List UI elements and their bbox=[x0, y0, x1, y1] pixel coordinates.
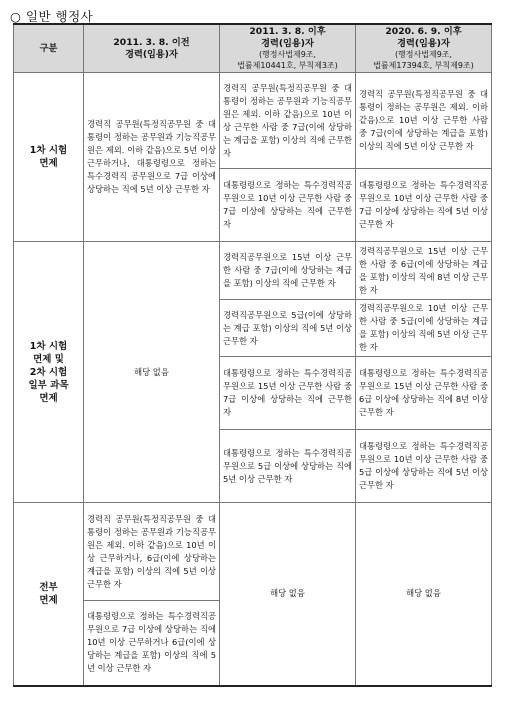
cell-r3b-before2011: 대통령령으로 정하는 특수경력직공무원으로 7급 이상에 상당하는 직에 10년 이상 근무하거나 6급(이에 상당하는 계급을 포함) 이상의 직에 5년 이상 근무한 자 bbox=[84, 601, 220, 686]
cell-r1a-after2011: 경력직 공무원(특정직공무원 중 대통령이 정하는 공무원과 기능직공무원은 제외. 이하 같음)으로 10년 이상 근무한 사람 중 7급(이에 상당하는 계급을 포함) 이상의 직에 근무한 자 bbox=[220, 73, 356, 169]
row-full-exempt-head bbox=[14, 503, 84, 686]
cell-r1-before2011: 경력직 공무원(특정직공무원 중 대통령이 정하는 공무원과 기능직공무원은 제외. 이하 같음)으로 5년 이상 근무하거나, 대통령령으로 정하는 특수경력직 공무원으로 7급 이상에 상당하는 직에 5년 이상 근무한 자 bbox=[84, 73, 220, 242]
section-heading: ○ 일반 행정사 bbox=[10, 9, 94, 24]
row-partial-exempt-head bbox=[14, 242, 84, 503]
cell-r2a-after2020: 경력직공무원으로 15년 이상 근무한 사람 중 6급(이에 상당하는 계급을 포함) 이상의 직에 8년 이상 근무한 자 bbox=[356, 242, 492, 300]
cell-r1b-after2020: 대통령령으로 정하는 특수경력직공무원으로 10년 이상 근무한 사람 중 7급 이상에 상당하는 직에 5년 이상 근무한 자 bbox=[356, 169, 492, 242]
cell-r2b-after2020: 경력직공무원으로 10년 이상 근무한 사람 중 5급(이에 상당하는 계급을 포함) 이상의 직에 5년 이상 근무한 자 bbox=[356, 300, 492, 357]
cell-r2a-after2011: 경력직공무원으로 15년 이상 근무한 사람 중 7급(이에 상당하는 계급을 포함) 이상의 직에 근무한 자 bbox=[220, 242, 356, 300]
cell-r1a-after2020: 경력직 공무원(특정직공무원 중 대통령이 정하는 공무원은 제외. 이하 같음)으로 10년 이상 근무한 사람 중 7급(이에 상당하는 계급을 포함) 이상의 직에 5년 이상 근무한 자 bbox=[356, 73, 492, 169]
cell-r3-after2020: 해당 없음 bbox=[356, 503, 492, 686]
header-category-text: 구분 bbox=[39, 42, 58, 54]
header-after-2011-sub: (행정사법제9조, 법률제10441호, 부칙제3조) bbox=[237, 50, 338, 70]
header-after-2011-main: 2011. 3. 8. 이후 경력(임용)자 bbox=[249, 26, 326, 49]
cell-r2-before2011: 해당 없음 bbox=[84, 242, 220, 503]
header-after-2020 bbox=[356, 24, 492, 73]
header-after-2020-sub: (행정사법제9조, 법률제17394호, 부칙제9조) bbox=[373, 50, 474, 70]
cell-r2c-after2011: 대통령령으로 정하는 특수경력직공무원으로 15년 이상 근무한 사람 중 7급 이상에 상당하는 직에 근무한 자 bbox=[220, 357, 356, 430]
cell-r2d-after2011: 대통령령으로 정하는 특수경력직공무원으로 5급 이상에 상당하는 직에 5년 이상 근무한 자 bbox=[220, 430, 356, 503]
row-first-exam-exempt-head bbox=[14, 73, 84, 242]
exemption-table bbox=[13, 23, 492, 687]
cell-r2c-after2020: 대통령령으로 정하는 특수경력직공무원으로 15년 이상 근무한 사람 중 6급 이상에 상당하는 직에 8년 이상 근무한 자 bbox=[356, 357, 492, 430]
row-head-text: 전부 면제 bbox=[39, 581, 58, 606]
cell-r1b-after2011: 대통령령으로 정하는 특수경력직공무원으로 10년 이상 근무한 사람 중 7급 이상에 상당하는 직에 근무한 자 bbox=[220, 169, 356, 242]
cell-r3a-before2011: 경력직 공무원(특정직공무원 중 대통령이 정하는 공무원과 기능직공무원은 제외. 이하 같음)으로 10년 이상 근무하거나, 6급(이에 상당하는 계급을 포함) 이상의 직에 5년 이상 근무한 자 bbox=[84, 503, 220, 601]
header-category bbox=[14, 24, 84, 73]
cell-r3-after2011: 해당 없음 bbox=[220, 503, 356, 686]
header-after-2020-main: 2020. 6. 9. 이후 경력(임용)자 bbox=[385, 26, 462, 49]
header-before-2011 bbox=[84, 24, 220, 73]
cell-r2d-after2020: 대통령령으로 정하는 특수경력직공무원으로 10년 이상 근무한 사람 중 5급 이상에 상당하는 직에 5년 이상 근무한 자 bbox=[356, 430, 492, 503]
header-after-2011 bbox=[220, 24, 356, 73]
row-head-text: 1차 시험 면제 bbox=[29, 145, 68, 169]
cell-r2b-after2011: 경력직공무원으로 5급(이에 상당하는 계급 포함) 이상의 직에 5년 이상 근무한 자 bbox=[220, 300, 356, 357]
row-head-text: 1차 시험 면제 및 2차 시험 일부 과목 면제 bbox=[28, 340, 69, 404]
header-before-2011-text: 2011. 3. 8. 이전 경력(임용)자 bbox=[113, 37, 190, 60]
